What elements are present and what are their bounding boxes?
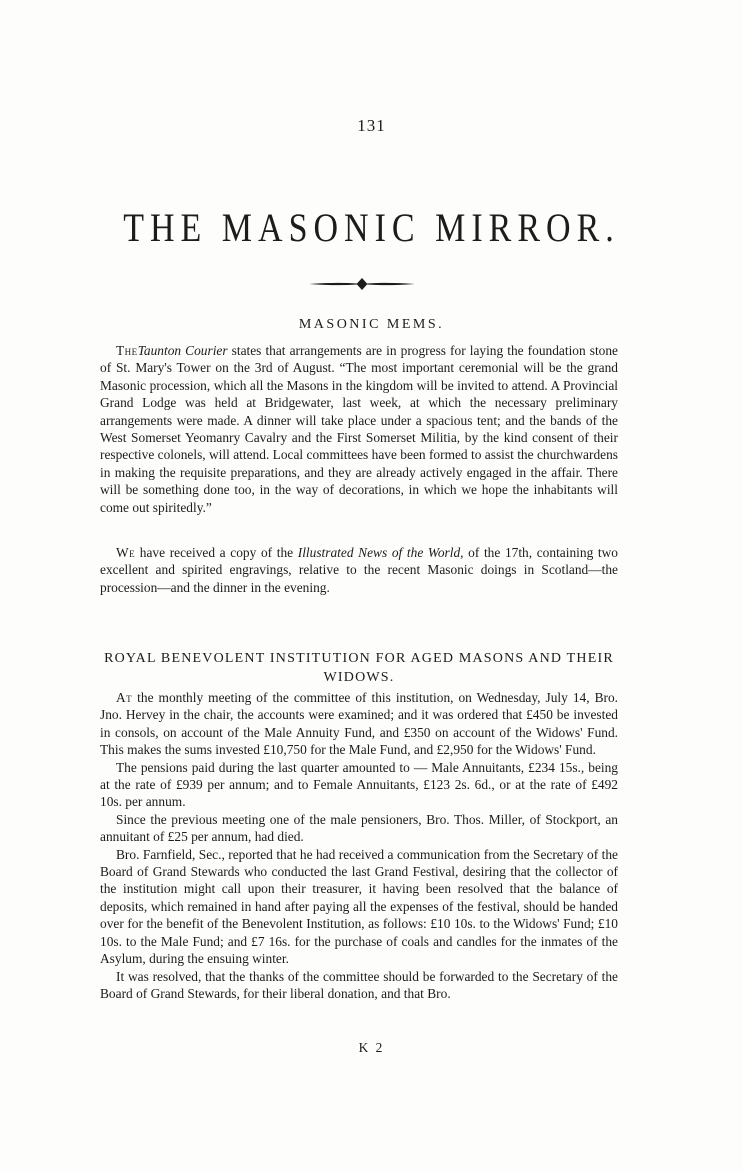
paragraph-text: have received a copy of the [135, 545, 298, 560]
paragraph-text: states that arrangements are in progress for laying the foundation stone of St. Mary's Tower on the 3rd of August. “The most important ceremonial will be the grand Masonic procession, which all the Masons in the kingdom will be invited to attend. A Provincial Grand Lodge was held at Bridgewater, last week, at which the necessary preliminary arrangements were made. A dinner will take place under a spacious tent; and the bands of the West Somerset Yeomanry Cavalry and the First Somerset Militia, by the kind consent of their respective colonels, will attend. Local committees have been formed to assist the churchwardens in making the requisite preparations, and they are already actively engaged in the affair. There will be something done too, in the way of decorations, in which we hope the inhabitants will come out spiritedly.” [100, 343, 619, 515]
newspaper-title: Taunton Courier [137, 343, 228, 358]
masonic-mems-heading: MASONIC MEMS. [298, 317, 445, 332]
lead-word: We [116, 545, 136, 560]
masonic-mems-paragraph-2 [100, 544, 618, 596]
lead-word: The [116, 343, 138, 358]
masthead-title: THE MASONIC MIRROR. [123, 206, 620, 251]
ornament-rule [307, 274, 417, 294]
paragraph-text: Since the previous meeting one of the male pensioners, Bro. Thos. Miller, of Stockport, an annuitant of £25 per annum, had died. [100, 811, 618, 845]
page-number: 131 [357, 116, 386, 135]
newspaper-title: Illustrated News of the World, [297, 545, 464, 560]
royal-benevolent-heading: ROYAL BENEVOLENT INSTITUTION FOR AGED MASONS AND THEIR WIDOWS. [104, 651, 614, 685]
paragraph-text: the monthly meeting of the committee of this institution, on Wednesday, July 14, Bro. Jno. Hervey in the chair, the accounts were examined; and it was ordered that £450 be invested in consols, on account of the Male Annuity Fund, and £350 on account of the Widows' Fund. This makes the sums invested £10,750 for the Male Fund, and £2,950 for the Widows' Fund. [100, 690, 618, 758]
lead-word: At [116, 690, 133, 705]
paragraph-text: It was resolved, that the thanks of the committee should be forwarded to the Secretary of the Board of Grand Stewards, for their liberal donation, and that Bro. [100, 968, 618, 1001]
royal-benevolent-body [100, 689, 618, 1002]
paragraph-text: of the 17th, containing two excellent and spirited engravings, relative to the recent Masonic doings in Scotland—the procession—and the dinner in the evening. [100, 545, 618, 595]
signature-mark: K 2 [358, 1040, 385, 1055]
paragraph-text: Bro. Farnfield, Sec., reported that he had received a communication from the Secretary of the Board of Grand Stewards who conducted the last Grand Festival, desiring that the collector of the institution might call upon their treasurer, it having been resolved that the balance of deposits, which remained in hand after paying all the expenses of the festival, should be handed over for the benefit of the Benevolent Institution, as follows: £10 10s. to the Widows' Fund; £10 10s. to the Male Fund; and £7 16s. for the purchase of coals and candles for the inmates of the Asylum, during the ensuing winter. [100, 846, 618, 967]
masonic-mems-paragraph-1 [100, 342, 618, 516]
paragraph-text: The pensions paid during the last quarter amounted to — Male Annuitants, £234 15s., being at the rate of £939 per annum; and to Female Annuitants, £123 2s. 6d., or at the rate of £492 10s. per annum. [100, 759, 618, 810]
